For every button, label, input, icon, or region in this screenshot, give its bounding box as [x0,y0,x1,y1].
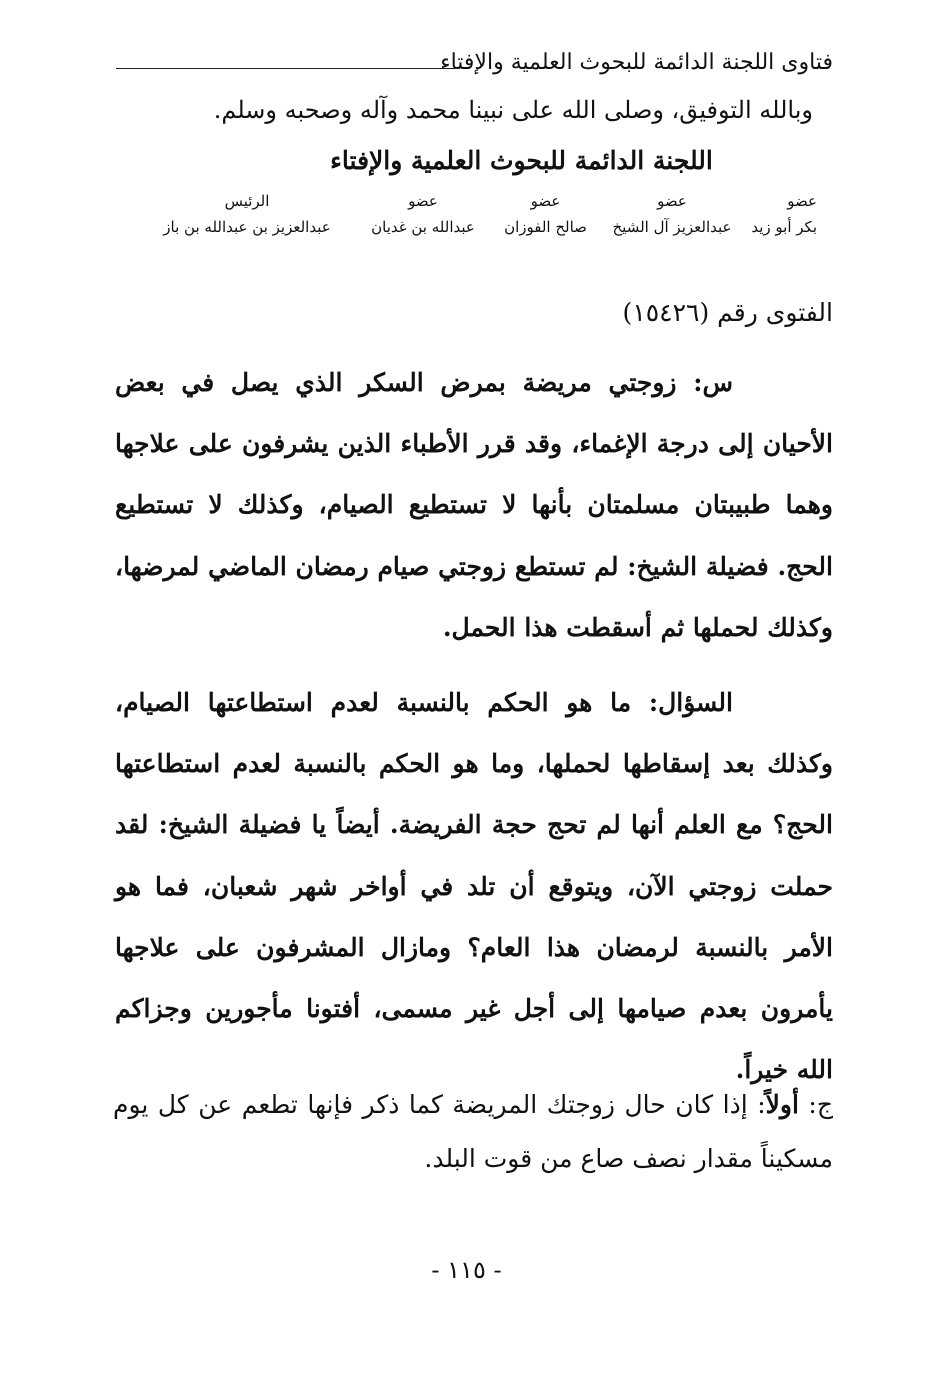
member-name: عبدالعزيز بن عبدالله بن باز [163,218,331,236]
closing-line: وبالله التوفيق، وصلى الله على نبينا محمد وآله وصحبه وسلم. [213,96,813,124]
committee-member [606,192,738,236]
committee-member [751,192,817,236]
member-name: بكر أبو زيد [751,218,817,236]
member-role: عضو [787,192,817,210]
page-number: - ١١٥ - [431,1256,502,1284]
member-name: عبدالله بن غديان [371,218,475,236]
question-paragraph: س: زوجتي مريضة بمرض السكر الذي يصل في بعض الأحيان إلى درجة الإغماء، وقد قرر الأطباء الذين يشرفون على علاجها وهما طبيبتان مسلمتان بأنها لا تستطيع الصيام، وكذلك لا تستطيع الحج. فضيلة الشيخ: لم تستطع زوجتي صيام رمضان الماضي لمرضها، وكذلك لحملها ثم أسقطت هذا الحمل. [115,368,833,642]
question-block [115,352,833,1100]
committee-member [367,192,479,236]
committee-name-text: اللجنة الدائمة للبحوث العلمية والإفتاء [330,146,713,175]
member-role: عضو [657,192,687,210]
member-role: الرئيس [224,192,270,210]
header-rule [116,68,458,69]
answer-block [113,1078,833,1186]
question-paragraph: السؤال: ما هو الحكم بالنسبة لعدم استطاعتها الصيام، وكذلك بعد إسقاطها لحملها، وما هو الحكم بالنسبة لعدم استطاعتها الحج؟ مع العلم أنها لم تحج حجة الفريضة. أيضاً يا فضيلة الشيخ: لقد حملت زوجتي الآن، ويتوقع أن تلد في أواخر شهر شعبان، فما هو الأمر بالنسبة لرمضان هذا العام؟ ومازال المشرفون على علاجها يأمرون بعدم صيامها إلى أجل غير مسمى، أفتونا مأجورين وجزاكم الله خيراً. [115,688,833,1085]
member-name: عبدالعزيز آل الشيخ [612,218,732,236]
answer-text: : إذا كان حال زوجتك المريضة كما ذكر فإنها تطعم عن كل يوم مسكيناً مقدار نصف صاع من قوت البلد. [113,1090,833,1173]
committee-name [0,146,933,175]
committee-member [159,192,335,236]
running-title: فتاوى اللجنة الدائمة للبحوث العلمية والإفتاء [440,50,833,75]
member-name: صالح الفوزان [504,218,587,236]
committee-member [493,192,598,236]
fatwa-number: الفتوى رقم (١٥٤٢٦) [622,298,833,327]
answer-prefix: ج: [798,1090,833,1119]
running-header [116,44,833,84]
member-role: عضو [530,192,561,210]
answer-label: أولاً [765,1090,799,1119]
member-role: عضو [408,192,438,210]
